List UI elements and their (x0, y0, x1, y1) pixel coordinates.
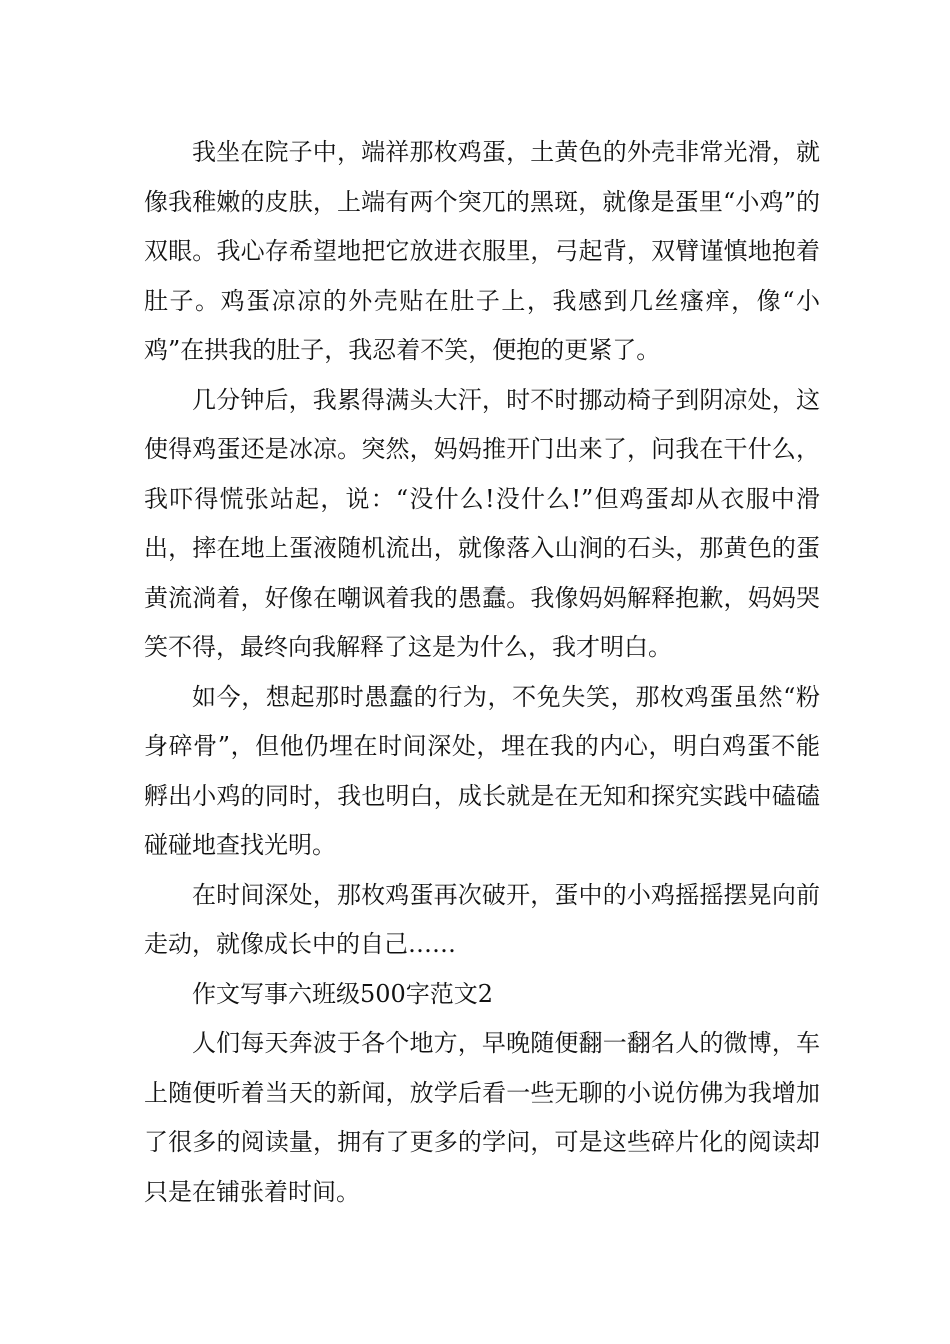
section-title: 作文写事六班级500字范文2 (192, 979, 494, 1008)
paragraph-2: 几分钟后，我累得满头大汗，时不时挪动椅子到阴凉处，这使得鸡蛋还是冰凉。突然，妈妈推开门出来了，问我在干什么，我吓得慌张站起，说：“没什么!没什么!”但鸡蛋却从衣服中滑出，摔在地上蛋液随机流出，就像落入山涧的石头，那黄色的蛋黄流淌着，好像在嘲讽着我的愚蠢。我像妈妈解释抱歉，妈妈哭笑不得，最终向我解释了这是为什么，我才明白。 (144, 385, 820, 661)
paragraph-4: 在时间深处，那枚鸡蛋再次破开，蛋中的小鸡摇摇摆晃向前走动，就像成长中的自己…… (144, 880, 820, 958)
paragraph-5: 人们每天奔波于各个地方，早晚随便翻一翻名人的微博，车上随便听着当天的新闻，放学后看一些无聊的小说仿佛为我增加了很多的阅读量，拥有了更多的学问，可是这些碎片化的阅读却只是在铺张着时间。 (144, 1029, 820, 1206)
paragraph-1: 我坐在院子中，端祥那枚鸡蛋，土黄色的外壳非常光滑，就像我稚嫩的皮肤，上端有两个突兀的黑斑，就像是蛋里“小鸡”的双眼。我心存希望地把它放进衣服里，弓起背，双臂谨慎地抱着肚子。鸡蛋凉凉的外壳贴在肚子上，我感到几丝瘙痒，像“小鸡”在拱我的肚子，我忍着不笑，便抱的更紧了。 (144, 138, 820, 364)
document-body (144, 128, 820, 1217)
paragraph-3: 如今，想起那时愚蠢的行为，不免失笑，那枚鸡蛋虽然“粉身碎骨”，但他仍埋在时间深处，埋在我的内心，明白鸡蛋不能孵出小鸡的同时，我也明白，成长就是在无知和探究实践中磕磕碰碰地查找光明。 (144, 682, 820, 859)
